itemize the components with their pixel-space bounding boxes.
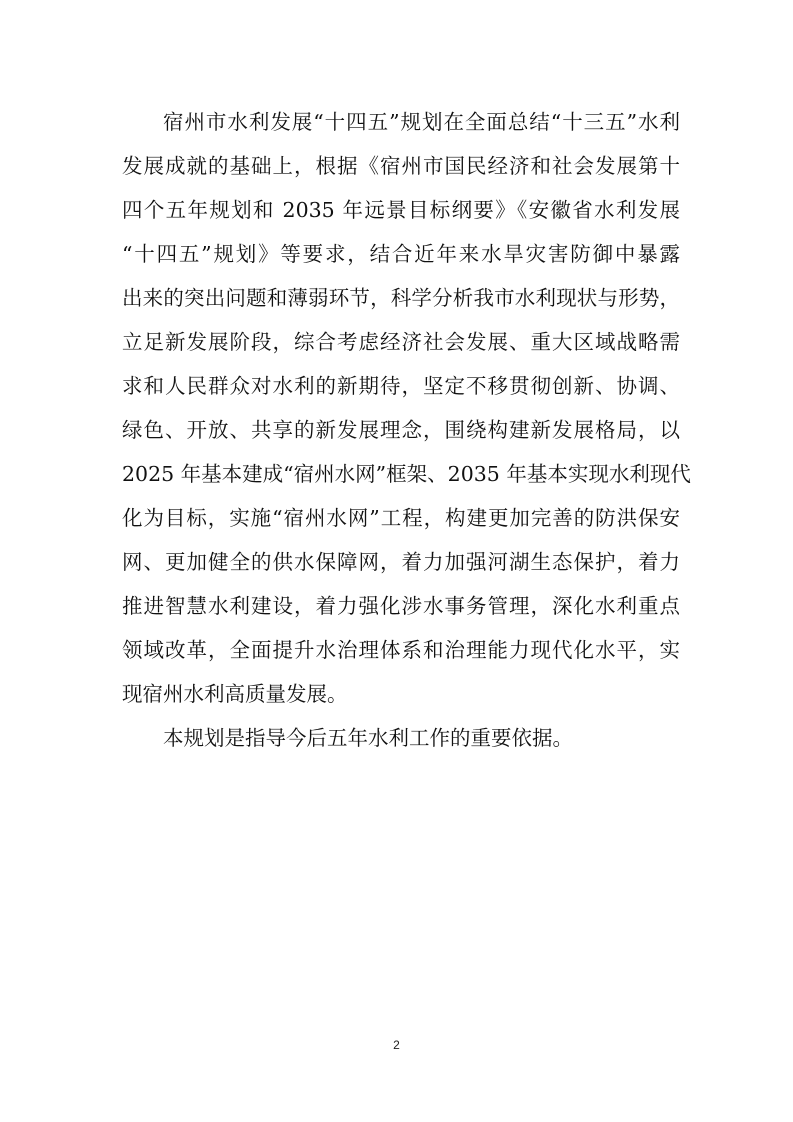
body-text — [122, 100, 691, 760]
paragraph-1-line: 网、更加健全的供水保障网，着力加强河湖生态保护，着力 — [122, 550, 680, 574]
paragraph-2: 本规划是指导今后五年水利工作的重要依据。 — [163, 726, 573, 750]
paragraph-1-line: 绿色、开放、共享的新发展理念，围绕构建新发展格局，以 — [122, 418, 680, 442]
paragraph-1-line: 出来的突出问题和薄弱环节，科学分析我市水利现状与形势， — [122, 286, 680, 310]
paragraph-1-line: “十四五”规划》等要求，结合近年来水旱灾害防御中暴露 — [122, 242, 680, 266]
paragraph-1-line: 四个五年规划和 2035 年远景目标纲要》《安徽省水利发展 — [122, 198, 680, 222]
paragraph-1-line: 发展成就的基础上，根据《宿州市国民经济和社会发展第十 — [122, 154, 680, 178]
paragraph-1-line: 推进智慧水利建设，着力强化涉水事务管理，深化水利重点 — [122, 594, 680, 618]
paragraph-1-line: 立足新发展阶段，综合考虑经济社会发展、重大区域战略需 — [122, 330, 680, 354]
paragraph-1-line: 化为目标，实施“宿州水网”工程，构建更加完善的防洪保安 — [122, 506, 680, 530]
paragraph-1-line: 2025 年基本建成“宿州水网”框架、2035 年基本实现水利现代 — [122, 462, 691, 486]
paragraph-1-line: 现宿州水利高质量发展。 — [122, 682, 348, 706]
paragraph-1-line: 领域改革，全面提升水治理体系和治理能力现代化水平，实 — [122, 638, 680, 662]
paragraph-1-line: 求和人民群众对水利的新期待，坚定不移贯彻创新、协调、 — [122, 374, 680, 398]
page-number: 2 — [393, 1038, 400, 1052]
paragraph-1-line: 宿州市水利发展“十四五”规划在全面总结“十三五”水利 — [163, 110, 680, 134]
